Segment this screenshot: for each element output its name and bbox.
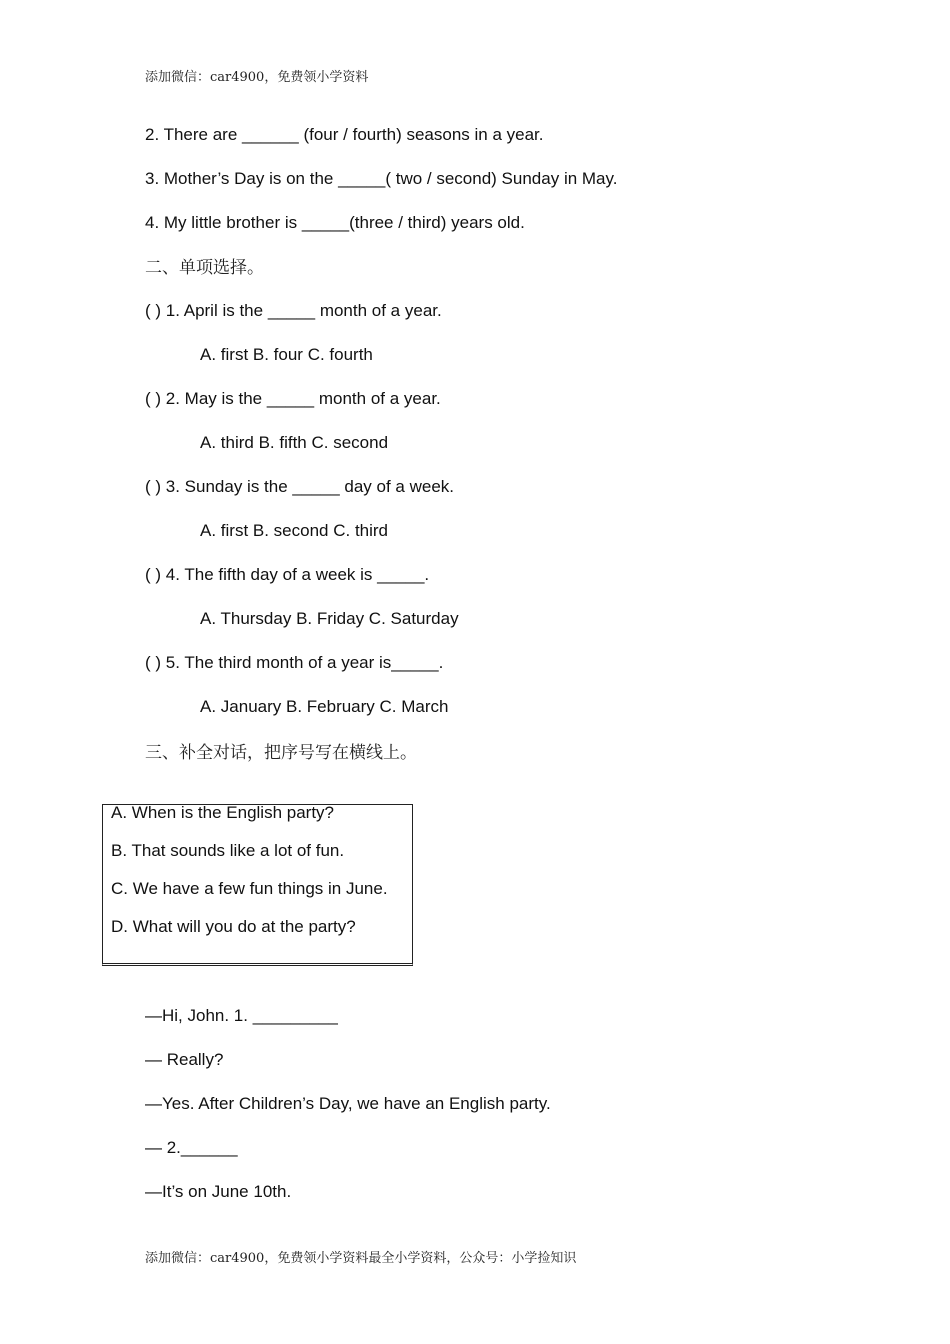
box-option-b: B. That sounds like a lot of fun.: [111, 841, 345, 860]
dialogue-line-5: —It’s on June 10th.: [145, 1182, 292, 1201]
question-3-options: A. first B. second C. third: [200, 521, 389, 540]
fill-item-3: 3. Mother’s Day is on the _____( two / second) Sunday in May.: [145, 169, 618, 188]
question-5-options: A. January B. February C. March: [200, 697, 449, 716]
page-footer: 添加微信：car4900，免费领小学资料最全小学资料，公众号：小学捡知识: [145, 1251, 577, 1266]
question-2-stem: ( ) 2. May is the _____ month of a year.: [145, 389, 441, 408]
question-3-stem: ( ) 3. Sunday is the _____ day of a week.: [145, 477, 455, 496]
question-2-options: A. third B. fifth C. second: [200, 433, 389, 452]
options-box: [102, 804, 413, 966]
dialogue-line-3: —Yes. After Children’s Day, we have an English party.: [145, 1094, 551, 1113]
question-4-stem: ( ) 4. The fifth day of a week is _____.: [145, 565, 430, 584]
dialogue-line-1: —Hi, John. 1. _________: [145, 1006, 338, 1025]
section-2-title: 二、单项选择。: [145, 258, 264, 278]
question-1-options: A. first B. four C. fourth: [200, 345, 373, 364]
fill-item-4: 4. My little brother is _____(three / third) years old.: [145, 213, 525, 232]
page-header: 添加微信：car4900，免费领小学资料: [145, 70, 369, 85]
box-option-d: D. What will you do at the party?: [111, 917, 356, 936]
question-4-options: A. Thursday B. Friday C. Saturday: [200, 609, 459, 628]
fill-item-2: 2. There are ______ (four / fourth) seasons in a year.: [145, 125, 544, 144]
question-5-stem: ( ) 5. The third month of a year is_____.: [145, 653, 444, 672]
question-1-stem: ( ) 1. April is the _____ month of a year.: [145, 301, 442, 320]
dialogue-line-2: — Really?: [145, 1050, 224, 1069]
box-option-c: C. We have a few fun things in June.: [111, 879, 388, 898]
dialogue-line-4: — 2.______: [145, 1138, 238, 1157]
section-3-title: 三、补全对话，把序号写在横线上。: [145, 743, 417, 763]
box-option-a: A. When is the English party?: [111, 803, 335, 822]
